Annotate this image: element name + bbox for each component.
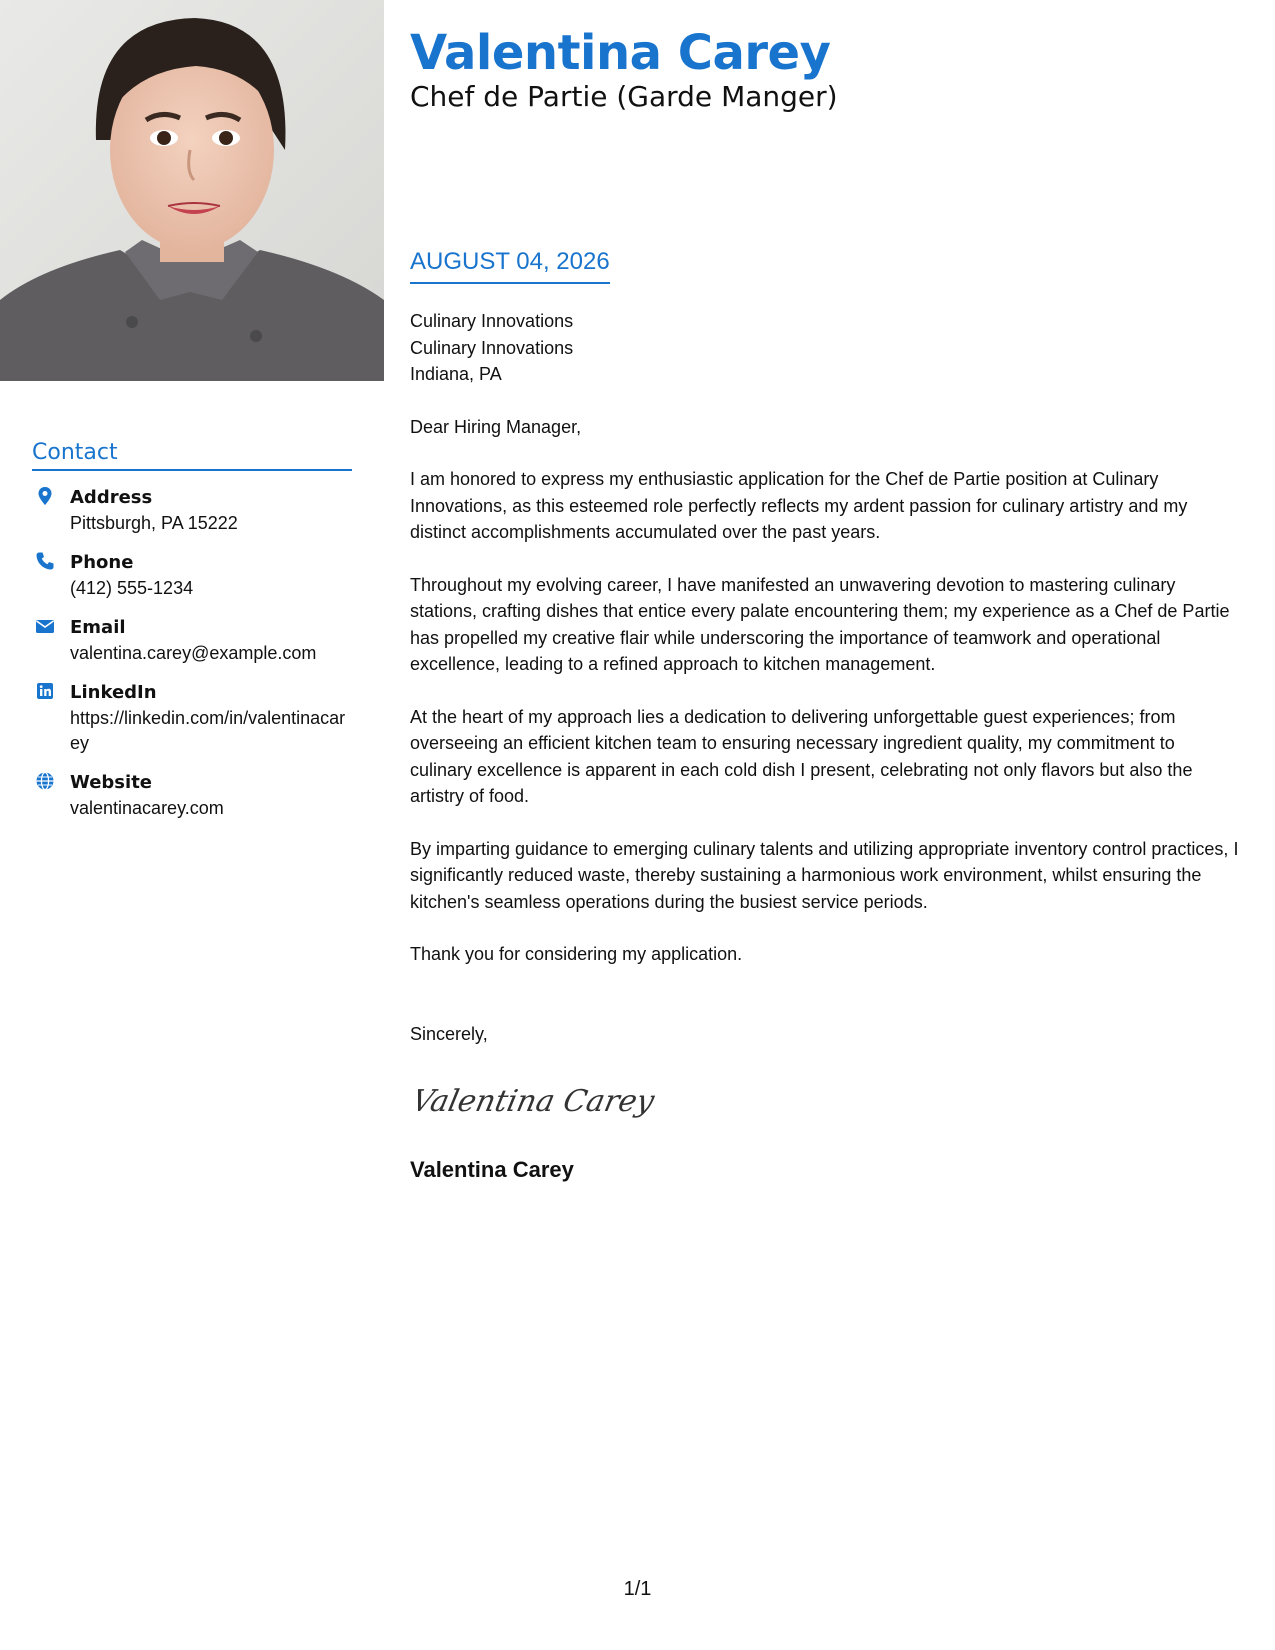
closing: Sincerely,	[410, 1023, 488, 1044]
signature-image	[418, 1073, 658, 1129]
linkedin-icon	[35, 681, 55, 701]
profile-photo	[0, 0, 384, 381]
recipient-address	[410, 308, 1240, 388]
applicant-name: Valentina Carey	[410, 25, 831, 81]
envelope-icon	[35, 616, 55, 636]
body-paragraph: I am honored to express my enthusiastic application for the Chef de Partie position at Culinary Innovations, as this esteemed role perfectly reflects my ardent passion for culinary artistry and my distinct accomplishments accumulated over the past years.	[410, 469, 1188, 542]
letter-body	[410, 308, 1240, 1184]
letter-date: AUGUST 04, 2026	[410, 248, 610, 284]
body-paragraph: By imparting guidance to emerging culinary talents and utilizing appropriate inventory control practices, I significantly reduced waste, thereby sustaining a harmonious work environment, whilst ensuring the kitchen's seamless operations during the busiest service periods.	[410, 838, 1239, 912]
profile-photo-image	[0, 0, 384, 381]
salutation: Dear Hiring Manager,	[410, 416, 582, 437]
phone-value: (412) 555-1234	[70, 578, 194, 598]
map-pin-icon	[35, 486, 55, 506]
sidebar	[0, 0, 384, 1650]
phone-icon	[35, 551, 55, 571]
body-paragraph: At the heart of my approach lies a dedication to delivering unforgettable guest experiences; from overseeing an efficient kitchen team to ensuring necessary ingredient quality, my commitment to culinary excellence is apparent in each cold dish I present, celebrating not only flavors but also the artistry of food.	[410, 706, 1193, 806]
contact-label: Website	[70, 772, 153, 793]
body-paragraph: Throughout my evolving career, I have manifested an unwavering devotion to mastering culinary stations, crafting dishes that entice every palate encountering them; my experience as a Chef de Partie has propelled my creative flair while underscoring the importance of teamwork and operational excellence, leading to a refined approach to kitchen management.	[410, 574, 1230, 674]
contact-label: Email	[70, 617, 126, 638]
recipient-line: Indiana, PA	[410, 364, 502, 384]
address-value: Pittsburgh, PA 15222	[70, 513, 238, 533]
contact-label: LinkedIn	[70, 682, 157, 703]
contact-label: Phone	[70, 552, 134, 573]
contact-website	[32, 770, 352, 821]
signer-name: Valentina Carey	[410, 1157, 574, 1182]
recipient-line: Culinary Innovations	[410, 311, 574, 331]
body-paragraph: Thank you for considering my application.	[410, 944, 743, 964]
contact-phone	[32, 550, 352, 601]
contact-section	[32, 440, 352, 835]
page-number: 1/1	[623, 1578, 652, 1600]
contact-email	[32, 615, 352, 666]
contact-heading: Contact	[32, 440, 352, 471]
contact-label: Address	[70, 487, 153, 508]
website-value[interactable]: valentinacarey.com	[70, 798, 224, 818]
signature	[418, 1073, 1240, 1129]
contact-linkedin	[32, 680, 352, 756]
linkedin-value[interactable]: https://linkedin.com/in/valentinacarey	[70, 708, 346, 753]
email-value: valentina.carey@example.com	[70, 643, 317, 663]
recipient-line: Culinary Innovations	[410, 337, 574, 358]
letter-header	[410, 24, 1240, 114]
contact-address	[32, 485, 352, 536]
signature-text: Valentina Carey	[418, 1084, 658, 1119]
globe-icon	[35, 771, 55, 791]
applicant-title: Chef de Partie (Garde Manger)	[410, 80, 838, 113]
